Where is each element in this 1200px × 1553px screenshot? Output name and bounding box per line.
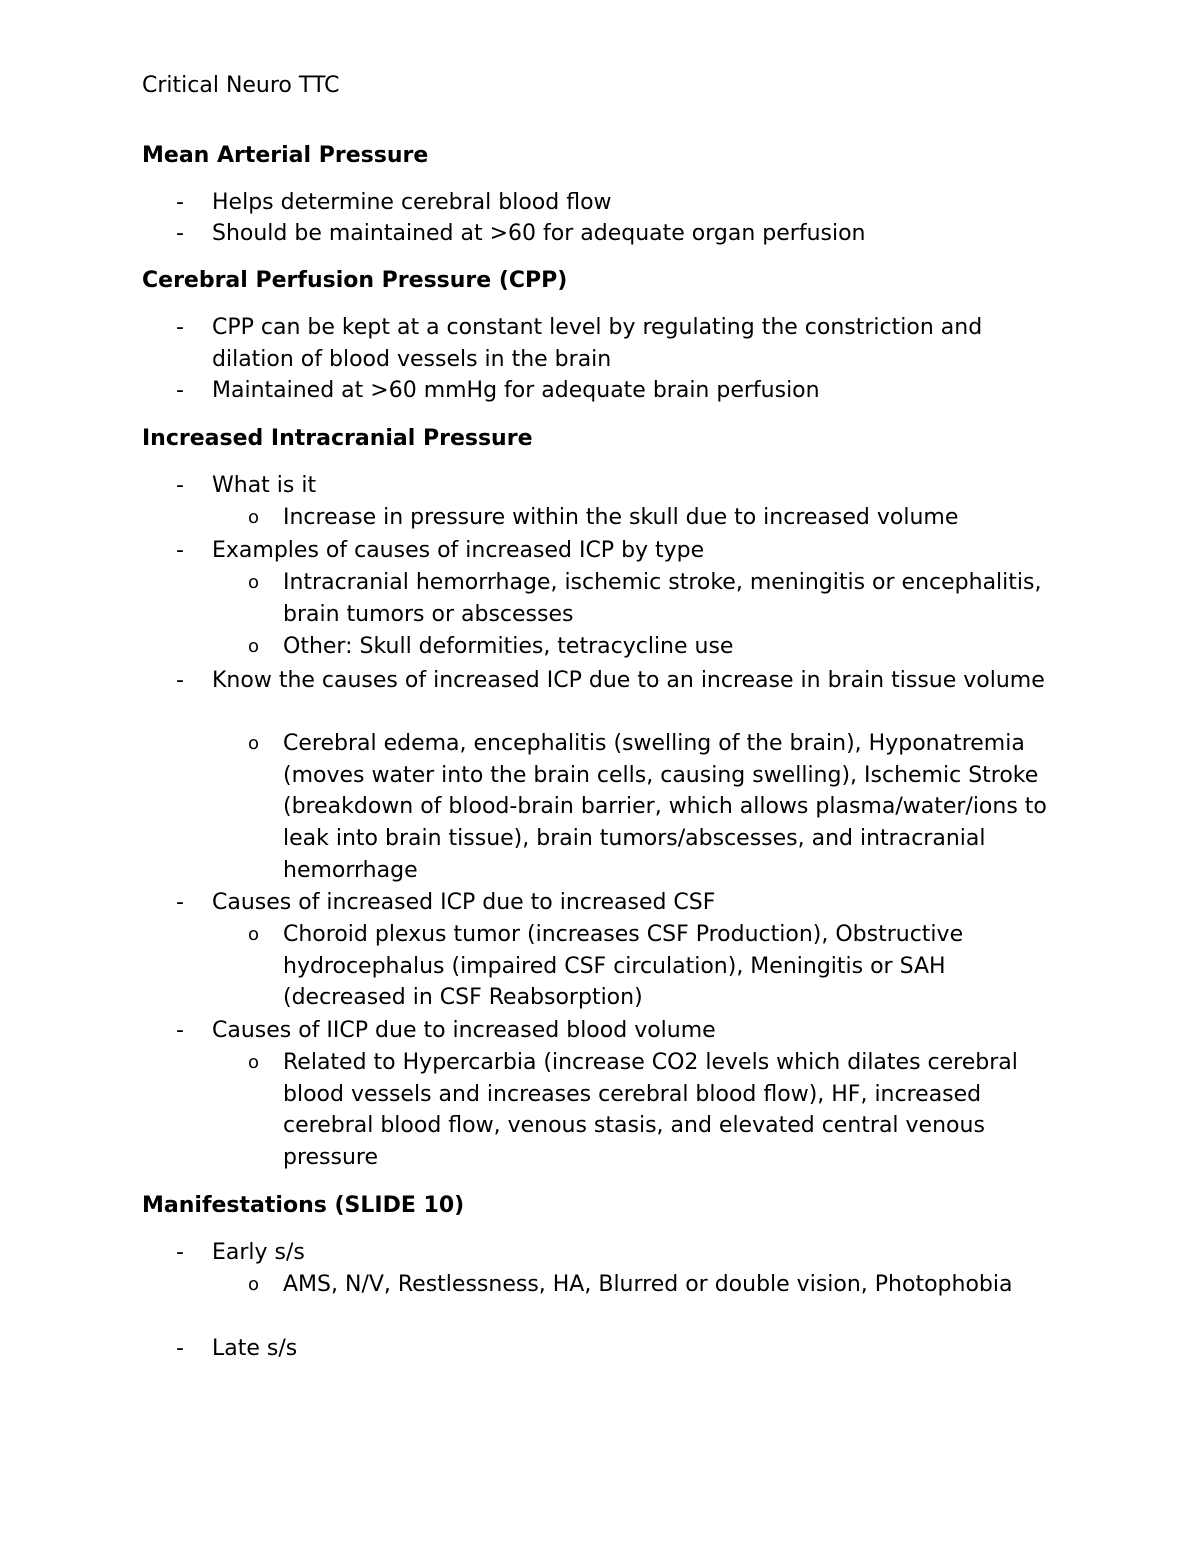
bullet-text: Examples of causes of increased ICP by type: [212, 538, 705, 563]
bullet-item: [142, 218, 1062, 250]
section-heading: Manifestations (SLIDE 10): [142, 1193, 465, 1218]
sub-bullet-item: [142, 919, 1062, 1014]
bullet-text: Should be maintained at >60 for adequate organ perfusion: [212, 221, 866, 246]
sub-bullet-item: [142, 1047, 1062, 1174]
sub-bullet-text: Cerebral edema, encephalitis (swelling of the brain), Hyponatremia (moves water into the brain cells, causing swelling), Ischemic Stroke (breakdown of blood-brain barrier, which allows plasma/water/ions to leak into brain tissue), brain tumors/abscesses, and intracranial hemorrhage: [283, 731, 1047, 883]
circle-marker: o: [248, 733, 260, 754]
bullet-text: CPP can be kept at a constant level by regulating the constriction and dilation of blood vessels in the brain: [212, 315, 983, 372]
bullet-item: [142, 665, 1062, 697]
dash-marker: -: [176, 221, 184, 246]
circle-marker: o: [248, 1274, 260, 1295]
bullet-item: [142, 470, 1062, 502]
dash-marker: -: [176, 668, 184, 693]
sub-bullet-text: Related to Hypercarbia (increase CO2 levels which dilates cerebral blood vessels and increases cerebral blood flow), HF, increased cerebral blood flow, venous stasis, and elevated central venous pressure: [283, 1050, 1018, 1171]
dash-marker: -: [176, 190, 184, 215]
bullet-text: Helps determine cerebral blood flow: [212, 190, 612, 215]
circle-marker: o: [248, 924, 260, 945]
sub-bullet-text: Intracranial hemorrhage, ischemic stroke, meningitis or encephalitis, brain tumors or abscesses: [283, 570, 1042, 627]
bullet-text: Early s/s: [212, 1240, 305, 1265]
bullet-item: [142, 375, 1062, 407]
bullet-item: [142, 887, 1062, 919]
bullet-item: [142, 535, 1062, 567]
dash-marker: -: [176, 538, 184, 563]
bullet-text: Causes of increased ICP due to increased CSF: [212, 890, 716, 915]
section-heading: Increased Intracranial Pressure: [142, 426, 533, 451]
bullet-item: [142, 187, 1062, 219]
section-heading: Mean Arterial Pressure: [142, 143, 429, 168]
dash-marker: -: [176, 1336, 184, 1361]
bullet-item: [142, 312, 1062, 375]
bullet-text: What is it: [212, 473, 317, 498]
bullet-text: Late s/s: [212, 1336, 298, 1361]
sub-bullet-text: Choroid plexus tumor (increases CSF Production), Obstructive hydrocephalus (impaired CSF circulation), Meningitis or SAH (decreased in CSF Reabsorption): [283, 922, 964, 1011]
dash-marker: -: [176, 473, 184, 498]
dash-marker: -: [176, 1240, 184, 1265]
dash-marker: -: [176, 378, 184, 403]
circle-marker: o: [248, 572, 260, 593]
circle-marker: o: [248, 636, 260, 657]
dash-marker: -: [176, 890, 184, 915]
document-title: Critical Neuro TTC: [142, 73, 340, 98]
circle-marker: o: [248, 1052, 260, 1073]
bullet-item: [142, 1015, 1062, 1047]
sub-bullet-item: [142, 1269, 1062, 1301]
sub-bullet-text: Other: Skull deformities, tetracycline use: [283, 634, 734, 659]
sub-bullet-item: [142, 502, 1062, 534]
dash-marker: -: [176, 315, 184, 340]
bullet-text: Causes of IICP due to increased blood volume: [212, 1018, 716, 1043]
section-heading: Cerebral Perfusion Pressure (CPP): [142, 268, 568, 293]
sub-bullet-item: [142, 567, 1062, 630]
bullet-item: [142, 1237, 1062, 1269]
dash-marker: -: [176, 1018, 184, 1043]
bullet-text: Know the causes of increased ICP due to an increase in brain tissue volume: [212, 668, 1045, 693]
bullet-item: [142, 1333, 1062, 1365]
sub-bullet-text: AMS, N/V, Restlessness, HA, Blurred or double vision, Photophobia: [283, 1272, 1013, 1297]
bullet-text: Maintained at >60 mmHg for adequate brain perfusion: [212, 378, 820, 403]
sub-bullet-item: [142, 728, 1062, 887]
sub-bullet-text: Increase in pressure within the skull due to increased volume: [283, 505, 959, 530]
sub-bullet-item: [142, 631, 1062, 663]
circle-marker: o: [248, 507, 260, 528]
